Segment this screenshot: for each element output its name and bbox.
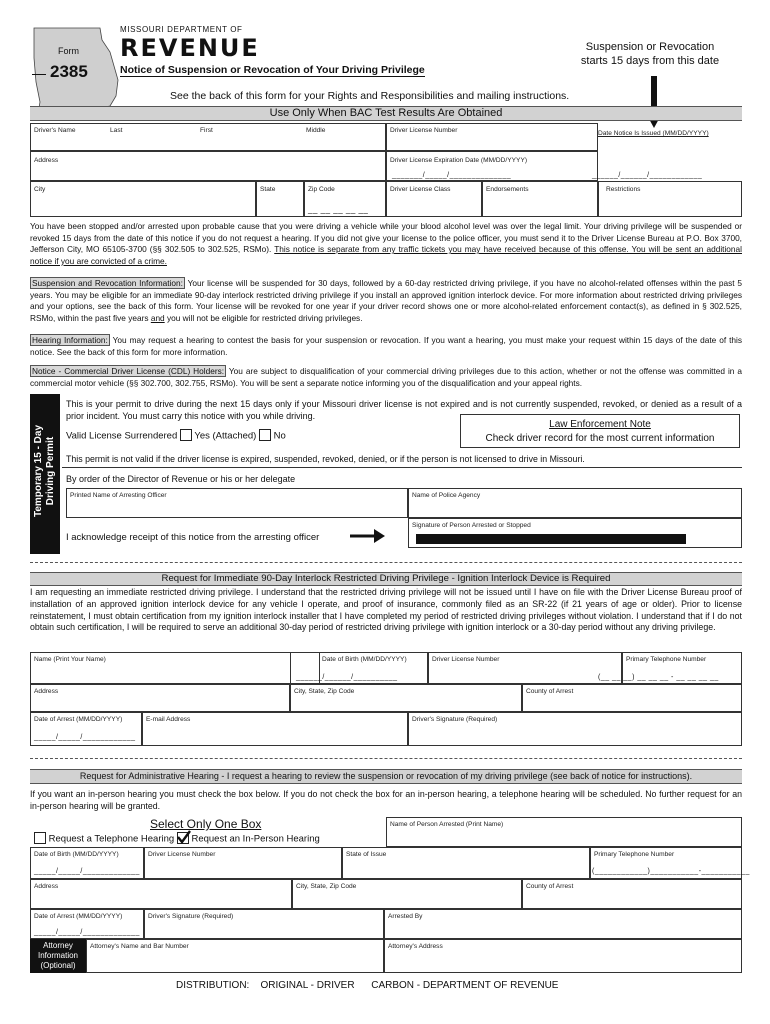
admin-county-label: County of Arrest <box>526 883 574 890</box>
zip-blank: __ __ __ __ __ <box>308 205 369 214</box>
permit-text: This is your permit to drive during the next 15 days only if your Missouri driver license is not expired and is not currently suspended, revoked, or denied as a result of a prior incident. You must carry this notice with you while driving. <box>66 399 742 421</box>
police-agency-label: Name of Police Agency <box>412 492 481 499</box>
not-valid-text: This permit is not valid if the driver license is expired, suspended, revoked, denied, or if the person is not licensed to drive in Missouri. <box>66 454 585 464</box>
acknowledge-text: I acknowledge receipt of this notice from the arresting officer <box>66 532 320 543</box>
dept-small: MISSOURI DEPARTMENT OF <box>120 25 243 34</box>
interlock-address-label: Address <box>34 688 59 695</box>
interlock-county-label: County of Arrest <box>526 688 574 695</box>
admin-arrest-date-label: Date of Arrest (MM/DD/YYYY) <box>34 913 123 920</box>
dept-logo: REVENUE <box>120 34 260 62</box>
arrow-right-icon <box>350 528 386 544</box>
expiration-label: Driver License Expiration Date (MM/DD/YYYY) <box>390 157 528 164</box>
signature-redaction <box>416 534 686 544</box>
admin-address-field[interactable] <box>30 879 292 909</box>
interlock-address-field[interactable] <box>30 684 290 712</box>
form-label: Form <box>58 46 79 56</box>
interlock-name-label: Name (Print Your Name) <box>34 656 106 663</box>
cut-line-2 <box>30 758 742 759</box>
interlock-license-label: Driver License Number <box>432 656 500 663</box>
interlock-arrest-blank: _____/_____/____________ <box>34 734 136 741</box>
admin-paragraph: If you want an in-person hearing you must check the box below. If you do not check the box for an in-person hearing, a telephone hearing will be scheduled. No further request for an in-person hearing will be granted. <box>30 789 742 811</box>
address-field[interactable] <box>30 151 386 181</box>
interlock-dob-label: Date of Birth (MM/DD/YYYY) <box>322 656 407 663</box>
permit-divider <box>62 467 742 468</box>
address-label: Address <box>34 157 59 164</box>
admin-dob-blank: _____/_____/_____________ <box>34 868 140 875</box>
cdl-paragraph: Notice - Commercial Driver License (CDL) Holders: You are subject to disqualification of your commercial driving privileges due to this action, whether or not the offense was committed in a commercial motor vehicle (§§ 302.700, 302.755, RSMo). You will be sent a separate notice informing you of the disqualification and your appeal rights. <box>30 366 743 388</box>
arrow-down-icon <box>640 74 668 130</box>
first-label: First <box>200 127 213 134</box>
form-number: 2385 <box>50 62 88 81</box>
interlock-signature-label: Driver's Signature (Required) <box>412 716 498 723</box>
temp-permit-side-label: Temporary 15 - Day Driving Permit <box>30 394 60 554</box>
city-field[interactable] <box>30 181 256 217</box>
admin-dob-label: Date of Birth (MM/DD/YYYY) <box>34 851 119 858</box>
officer-name-label: Printed Name of Arresting Officer <box>70 492 167 499</box>
suspension-paragraph: Suspension and Revocation Information: Your license will be suspended for 30 days, followed by a 60-day restricted driving privilege, if you have no alcohol-related offenses within the past 5 years. You may be eligible for an immediate 90-day interlock restricted driving privilege if you install an approved ignition interlock device. For more information about restricted driving privileges and your options, see the back of this form. Your license will be revoked for one year if your driver record shows one or more alcohol-related enforcement contact(s), as defined in § 302.525, RSMo, within the past five years and you will not be eligible for restricted driving privileges. <box>30 278 743 323</box>
admin-state-label: State of Issue <box>346 851 387 858</box>
license-class-label: Driver License Class <box>390 186 451 193</box>
distribution-footer: DISTRIBUTION: ORIGINAL - DRIVER CARBON - DEPARTMENT OF REVENUE <box>176 980 559 991</box>
attorney-name-label: Attorney's Name and Bar Number <box>90 943 189 950</box>
admin-phone-blank: (____________)___________-___________ <box>592 868 750 875</box>
attorney-side-label: Attorney Information (Optional) <box>30 939 86 973</box>
yes-checkbox[interactable] <box>180 429 192 441</box>
arrested-by-label: Arrested By <box>388 913 423 920</box>
see-back-text: See the back of this form for your Rights and Responsibilities and mailing instructions. <box>170 90 570 102</box>
interlock-city-label: City, State, Zip Code <box>294 688 355 695</box>
admin-license-label: Driver License Number <box>148 851 216 858</box>
admin-city-label: City, State, Zip Code <box>296 883 357 890</box>
form-title: Notice of Suspension or Revocation of Your Driving Privilege <box>120 64 425 76</box>
interlock-email-label: E-mail Address <box>146 716 191 723</box>
admin-arrest-blank: _____/_____/_____________ <box>34 929 140 936</box>
interlock-paragraph: I am requesting an immediate restricted driving privilege. I understand that the restricted driving privilege will not be issued until I have on file with the Driver License Bureau proof of installation of an approved ignition interlock device for any vehicle I operate, and proof of insurance, commonly filed as an SR-22 (if 21 years of age or older). Prior to license reinstatement, I must obtain certification from my ignition interlock installer that I have completed my period of restricted driving privileges without violation. I understand that if I do not obtain such certification, I will be required to serve an additional 30-day period of restricted driving privilege with ignition interlock or a 30-day period without any driving privilege. <box>30 587 742 633</box>
admin-phone-label: Primary Telephone Number <box>594 851 675 858</box>
signature-label: Signature of Person Arrested or Stopped <box>412 522 531 529</box>
zip-label: Zip Code <box>308 186 335 193</box>
intro-paragraph: You have been stopped and/or arrested upon probable cause that you were driving a vehicle while your blood alcohol level was over the legal limit. Your driving privilege will be suspended or revoked 15 days from the date of this notice if you do not request a hearing. If you did not give your license to the police officer, you must send it to the Driver License Bureau at P.O. Box 3700, Jefferson City, MO 65105-3700 (§§ 302.505 to 302.525, RSMo). This notice is separate from any traffic tickets you may have received because of this offense. You will be sent an additional notice if you are convicted of a crime. <box>30 221 742 266</box>
license-surrendered-row: Valid License Surrendered Yes (Attached) No <box>66 430 286 442</box>
bac-banner: Use Only When BAC Test Results Are Obtained <box>30 106 742 121</box>
hearing-type-row: Request a Telephone Hearing Request an In-Person Hearing <box>34 833 320 845</box>
law-enforcement-note: Law Enforcement Note Check driver record for the most current information <box>460 414 740 448</box>
cut-line-1 <box>30 562 742 563</box>
by-order-text: By order of the Director of Revenue or his or her delegate <box>66 474 296 484</box>
issued-blank[interactable]: ______/______/____________ <box>592 172 703 179</box>
notice-right: Suspension or Revocation starts 15 days from this date <box>580 41 720 67</box>
last-label: Last <box>110 127 123 134</box>
telephone-hearing-checkbox[interactable] <box>34 832 46 844</box>
date-issued-label: Date Notice Is Issued (MM/DD/YYYY) <box>598 130 709 137</box>
state-label: State <box>260 186 276 193</box>
interlock-dob-blank: ______/______/__________ <box>296 674 398 681</box>
interlock-phone-blank: (__ __ __) __ __ __ - __ __ __ __ <box>598 674 719 681</box>
admin-signature-label: Driver's Signature (Required) <box>148 913 234 920</box>
form-dash <box>32 74 46 75</box>
interlock-banner: Request for Immediate 90-Day Interlock Restricted Driving Privilege - Ignition Interlock Device is Required <box>30 572 742 586</box>
endorsements-label: Endorsements <box>486 186 529 193</box>
person-name-label: Name of Person Arrested (Print Name) <box>390 821 504 828</box>
admin-address-label: Address <box>34 883 59 890</box>
restrictions-label: Restrictions <box>606 186 641 193</box>
interlock-arrest-date-label: Date of Arrest (MM/DD/YYYY) <box>34 716 123 723</box>
no-checkbox[interactable] <box>259 429 271 441</box>
arrested-by-field[interactable] <box>384 909 742 939</box>
interlock-phone-label: Primary Telephone Number <box>626 656 707 663</box>
middle-label: Middle <box>306 127 326 134</box>
checkmark-icon <box>177 830 191 844</box>
attorney-address-label: Attorney's Address <box>388 943 443 950</box>
hearing-paragraph: Hearing Information: You may request a hearing to contest the basis for your suspension or revocation. If you want a hearing, you must make your request within 15 days of the date of this notice. See the back of this form for more information. <box>30 335 743 357</box>
in-person-hearing-checkbox[interactable] <box>177 832 189 844</box>
select-one-heading: Select Only One Box <box>150 817 262 831</box>
drivers-name-label: Driver's Name <box>34 127 76 134</box>
admin-banner: Request for Administrative Hearing - I request a hearing to review the suspension or revocation of my driving privilege (see back of notice for instructions). <box>30 769 742 784</box>
license-number-label: Driver License Number <box>390 127 458 134</box>
city-label: City <box>34 186 46 193</box>
expiration-blank: _______/_____/______________ <box>392 172 512 179</box>
